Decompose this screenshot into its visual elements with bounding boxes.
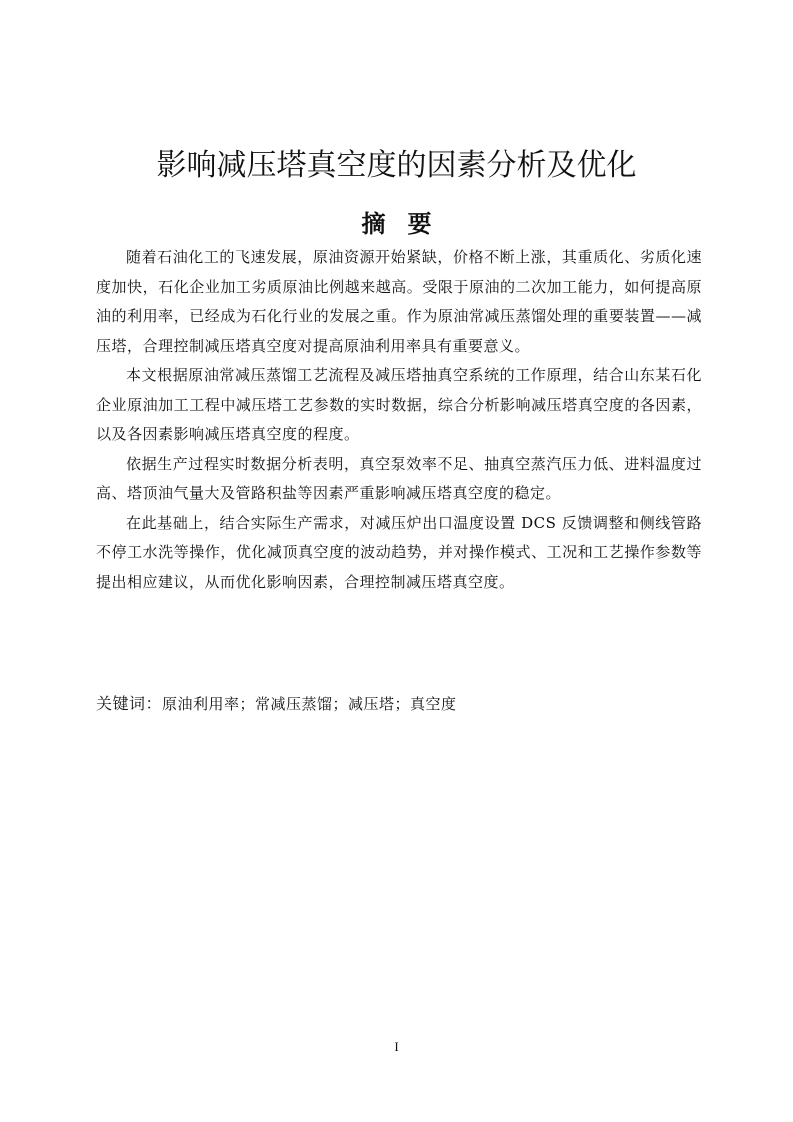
abstract-paragraph-4: 在此基础上，结合实际生产需求，对减压炉出口温度设置 DCS 反馈调整和侧线管路不停工水洗等操作，优化减顶真空度的波动趋势，并对操作模式、工况和工艺操作参数等提出相应建议，从而优化影响因素，合理控制减压塔真空度。: [96, 513, 702, 591]
abstract-paragraph-2: 本文根据原油常减压蒸馏工艺流程及减压塔抽真空系统的工作原理，结合山东某石化企业原油加工工程中减压塔工艺参数的实时数据，综合分析影响减压塔真空度的各因素，以及各因素影响减压塔真空度的程度。: [96, 366, 702, 443]
keywords-text: 原油利用率；常减压蒸馏；减压塔；真空度: [162, 695, 457, 713]
abstract-paragraph-3: 依据生产过程实时数据分析表明，真空泵效率不足、抽真空蒸汽压力低、进料温度过高、塔顶油气量大及管路积盐等因素严重影响减压塔真空度的稳定。: [96, 454, 702, 502]
page-number: I: [394, 1039, 399, 1054]
keywords-line: [96, 690, 702, 718]
abstract-heading: 摘要: [361, 210, 454, 238]
keywords-label: 关键词：: [96, 694, 163, 713]
abstract-paragraph-1: 随着石油化工的飞速发展，原油资源开始紧缺，价格不断上涨，其重质化、劣质化速度加快，石化企业加工劣质原油比例越来越高。受限于原油的二次加工能力，如何提高原油的利用率，已经成为石化行业的发展之重。作为原油常减压蒸馏处理的重要装置——减压塔，合理控制减压塔真空度对提高原油利用率具有重要意义。: [96, 248, 702, 355]
abstract-body: [96, 243, 702, 597]
document-title: 影响减压塔真空度的因素分析及优化: [156, 148, 637, 183]
